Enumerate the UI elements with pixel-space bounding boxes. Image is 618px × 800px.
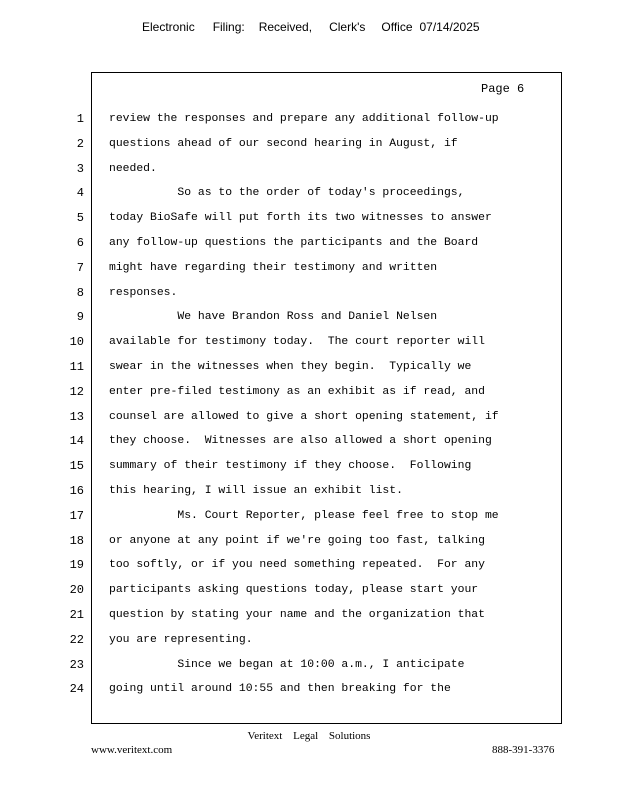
transcript-text bbox=[109, 111, 557, 706]
line-number: 20 bbox=[69, 583, 84, 598]
stamp-word: Electronic bbox=[142, 20, 195, 34]
transcript-line: So as to the order of today's proceedings, bbox=[109, 187, 465, 200]
footer-company: Veritext Legal Solutions bbox=[247, 730, 371, 742]
filing-stamp bbox=[142, 20, 480, 34]
transcript-line: review the responses and prepare any additional follow-up bbox=[109, 113, 499, 125]
footer-phone: 888-391-3376 bbox=[492, 744, 555, 756]
transcript-line: available for testimony today. The court reporter will bbox=[109, 336, 485, 349]
transcript-line: or anyone at any point if we're going too fast, talking bbox=[109, 534, 485, 547]
transcript-line: swear in the witnesses when they begin. Typically we bbox=[109, 360, 472, 373]
transcript-line: might have regarding their testimony and written bbox=[109, 261, 438, 274]
stamp-word: Office bbox=[381, 20, 413, 34]
line-number: 2 bbox=[76, 136, 84, 151]
transcript-line: question by stating your name and the organization that bbox=[109, 608, 485, 621]
line-number: 10 bbox=[69, 335, 84, 350]
line-number: 11 bbox=[69, 359, 84, 374]
line-number: 5 bbox=[76, 211, 84, 226]
line-number: 13 bbox=[69, 409, 84, 424]
transcript-line: questions ahead of our second hearing in August, if bbox=[109, 137, 458, 150]
transcript-line: any follow-up questions the participants and the Board bbox=[109, 236, 479, 249]
transcript-line: today BioSafe will put forth its two witnesses to answer bbox=[109, 212, 492, 225]
line-number: 19 bbox=[69, 558, 84, 573]
transcript-line: too softly, or if you need something repeated. For any bbox=[109, 559, 485, 572]
line-number: 12 bbox=[69, 384, 84, 399]
transcript-line: going until around 10:55 and then breaking for the bbox=[109, 683, 451, 696]
transcript-line: participants asking questions today, please start your bbox=[109, 584, 479, 597]
transcript-line: enter pre-filed testimony as an exhibit as if read, and bbox=[109, 385, 485, 398]
transcript-line: summary of their testimony if they choose. Following bbox=[109, 460, 472, 473]
line-number: 8 bbox=[76, 285, 84, 300]
transcript-line: needed. bbox=[109, 162, 157, 175]
page-number: Page 6 bbox=[481, 82, 525, 96]
transcript-line: this hearing, I will issue an exhibit list. bbox=[109, 484, 403, 497]
line-number: 24 bbox=[69, 682, 84, 697]
stamp-word: Filing: bbox=[212, 20, 245, 34]
line-number-column bbox=[40, 111, 84, 706]
transcript-line: We have Brandon Ross and Daniel Nelsen bbox=[109, 311, 438, 324]
transcript-line: Ms. Court Reporter, please feel free to stop me bbox=[109, 509, 499, 522]
line-number: 9 bbox=[76, 310, 84, 325]
line-number: 7 bbox=[76, 260, 84, 275]
line-number: 23 bbox=[69, 657, 84, 672]
stamp-word: Received, bbox=[258, 20, 313, 34]
line-number: 1 bbox=[76, 112, 84, 126]
line-number: 3 bbox=[76, 161, 84, 176]
line-number: 6 bbox=[76, 235, 84, 250]
line-number: 18 bbox=[69, 533, 84, 548]
transcript-line: counsel are allowed to give a short opening statement, if bbox=[109, 410, 499, 423]
line-number: 4 bbox=[76, 186, 84, 201]
stamp-word: Clerk's bbox=[329, 20, 366, 34]
transcript-line: you are representing. bbox=[109, 633, 253, 646]
line-number: 22 bbox=[69, 632, 84, 647]
line-number: 17 bbox=[69, 508, 84, 523]
line-number: 15 bbox=[69, 459, 84, 474]
line-number: 21 bbox=[69, 607, 84, 622]
transcript-line: responses. bbox=[109, 286, 178, 299]
footer-website: www.veritext.com bbox=[91, 744, 173, 756]
transcript-line: they choose. Witnesses are also allowed a short opening bbox=[109, 435, 492, 448]
stamp-word: 07/14/2025 bbox=[419, 20, 480, 34]
transcript-line: Since we began at 10:00 a.m., I anticipate bbox=[109, 658, 465, 671]
line-number: 14 bbox=[69, 434, 84, 449]
line-number: 16 bbox=[69, 483, 84, 498]
